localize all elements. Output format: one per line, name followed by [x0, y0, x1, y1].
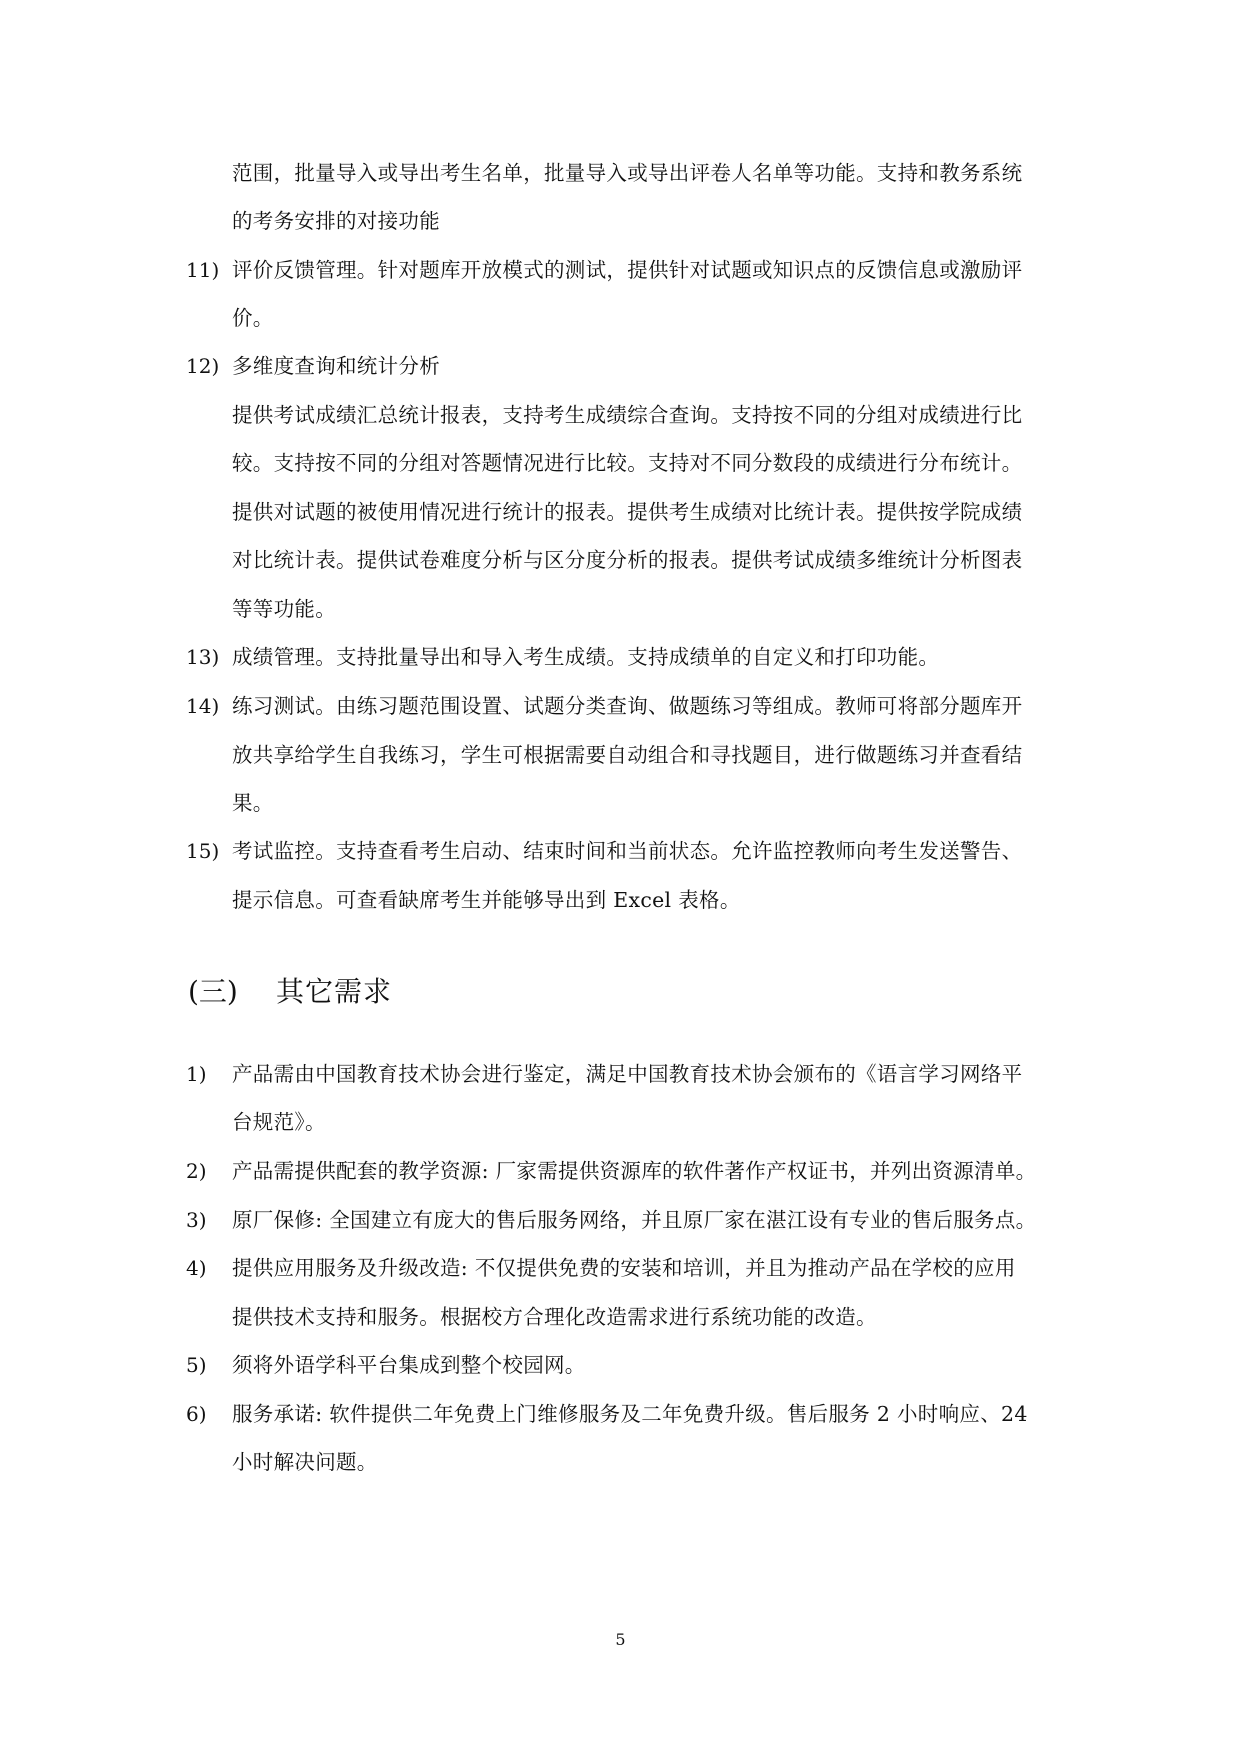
item-text-line: 考试监控。支持查看考生启动、结束时间和当前状态。允许监控教师向考生发送警告、: [232, 839, 1023, 863]
section-item-number: 6): [186, 1402, 207, 1426]
item-text-line: 范围，批量导入或导出考生名单，批量导入或导出评卷人名单等功能。支持和教务系统: [232, 161, 1023, 185]
section-title: 其它需求: [276, 975, 393, 1008]
section-item-number: 5): [186, 1353, 207, 1377]
item-text-line: 价。: [232, 306, 274, 330]
section-item-text-line: 提供应用服务及升级改造: 不仅提供免费的安装和培训，并且为推动产品在学校的应用: [232, 1256, 1016, 1280]
section-item-text-line: 产品需提供配套的教学资源: 厂家需提供资源库的软件著作产权证书，并列出资源清单。: [232, 1159, 1037, 1183]
item-number: 14): [186, 694, 220, 718]
item-text-line: 多维度查询和统计分析: [232, 354, 440, 378]
item-text-line: 提示信息。可查看缺席考生并能够导出到 Excel 表格。: [232, 888, 741, 912]
item-text-line: 提供考试成绩汇总统计报表，支持考生成绩综合查询。支持按不同的分组对成绩进行比: [232, 403, 1023, 427]
section-number: (三): [188, 975, 238, 1008]
item-text-line: 提供对试题的被使用情况进行统计的报表。提供考生成绩对比统计表。提供按学院成绩: [232, 500, 1023, 524]
section-item-text-line: 服务承诺: 软件提供二年免费上门维修服务及二年免费升级。售后服务 2 小时响应、24: [232, 1402, 1028, 1426]
section-item-number: 1): [186, 1062, 207, 1086]
section-item-text-line: 产品需由中国教育技术协会进行鉴定，满足中国教育技术协会颁布的《语言学习网络平: [232, 1062, 1023, 1086]
item-text-line: 的考务安排的对接功能: [232, 209, 440, 233]
item-number: 15): [186, 839, 220, 863]
item-text-line: 练习测试。由练习题范围设置、试题分类查询、做题练习等组成。教师可将部分题库开: [232, 694, 1023, 718]
section-item-text-line: 原厂保修: 全国建立有庞大的售后服务网络，并且原厂家在湛江设有专业的售后服务点。: [232, 1208, 1037, 1232]
section-item-text-line: 小时解决问题。: [232, 1450, 378, 1474]
item-number: 13): [186, 645, 220, 669]
page-number: 5: [615, 1630, 626, 1649]
item-text-line: 等等功能。: [232, 597, 336, 621]
item-text-line: 果。: [232, 791, 274, 815]
item-text-line: 评价反馈管理。针对题库开放模式的测试，提供针对试题或知识点的反馈信息或激励评: [232, 258, 1023, 282]
section-item-number: 3): [186, 1208, 207, 1232]
section-item-text-line: 提供技术支持和服务。根据校方合理化改造需求进行系统功能的改造。: [232, 1305, 877, 1329]
item-number: 11): [186, 258, 220, 282]
section-item-number: 4): [186, 1256, 207, 1280]
item-text-line: 对比统计表。提供试卷难度分析与区分度分析的报表。提供考试成绩多维统计分析图表: [232, 548, 1023, 572]
section-item-text-line: 须将外语学科平台集成到整个校园网。: [232, 1353, 586, 1377]
section-item-text-line: 台规范》。: [232, 1110, 326, 1134]
section-item-number: 2): [186, 1159, 207, 1183]
item-number: 12): [186, 354, 220, 378]
item-text-line: 较。支持按不同的分组对答题情况进行比较。支持对不同分数段的成绩进行分布统计。: [232, 451, 1023, 475]
item-text-line: 放共享给学生自我练习，学生可根据需要自动组合和寻找题目，进行做题练习并查看结: [232, 743, 1023, 767]
item-text-line: 成绩管理。支持批量导出和导入考生成绩。支持成绩单的自定义和打印功能。: [232, 645, 940, 669]
